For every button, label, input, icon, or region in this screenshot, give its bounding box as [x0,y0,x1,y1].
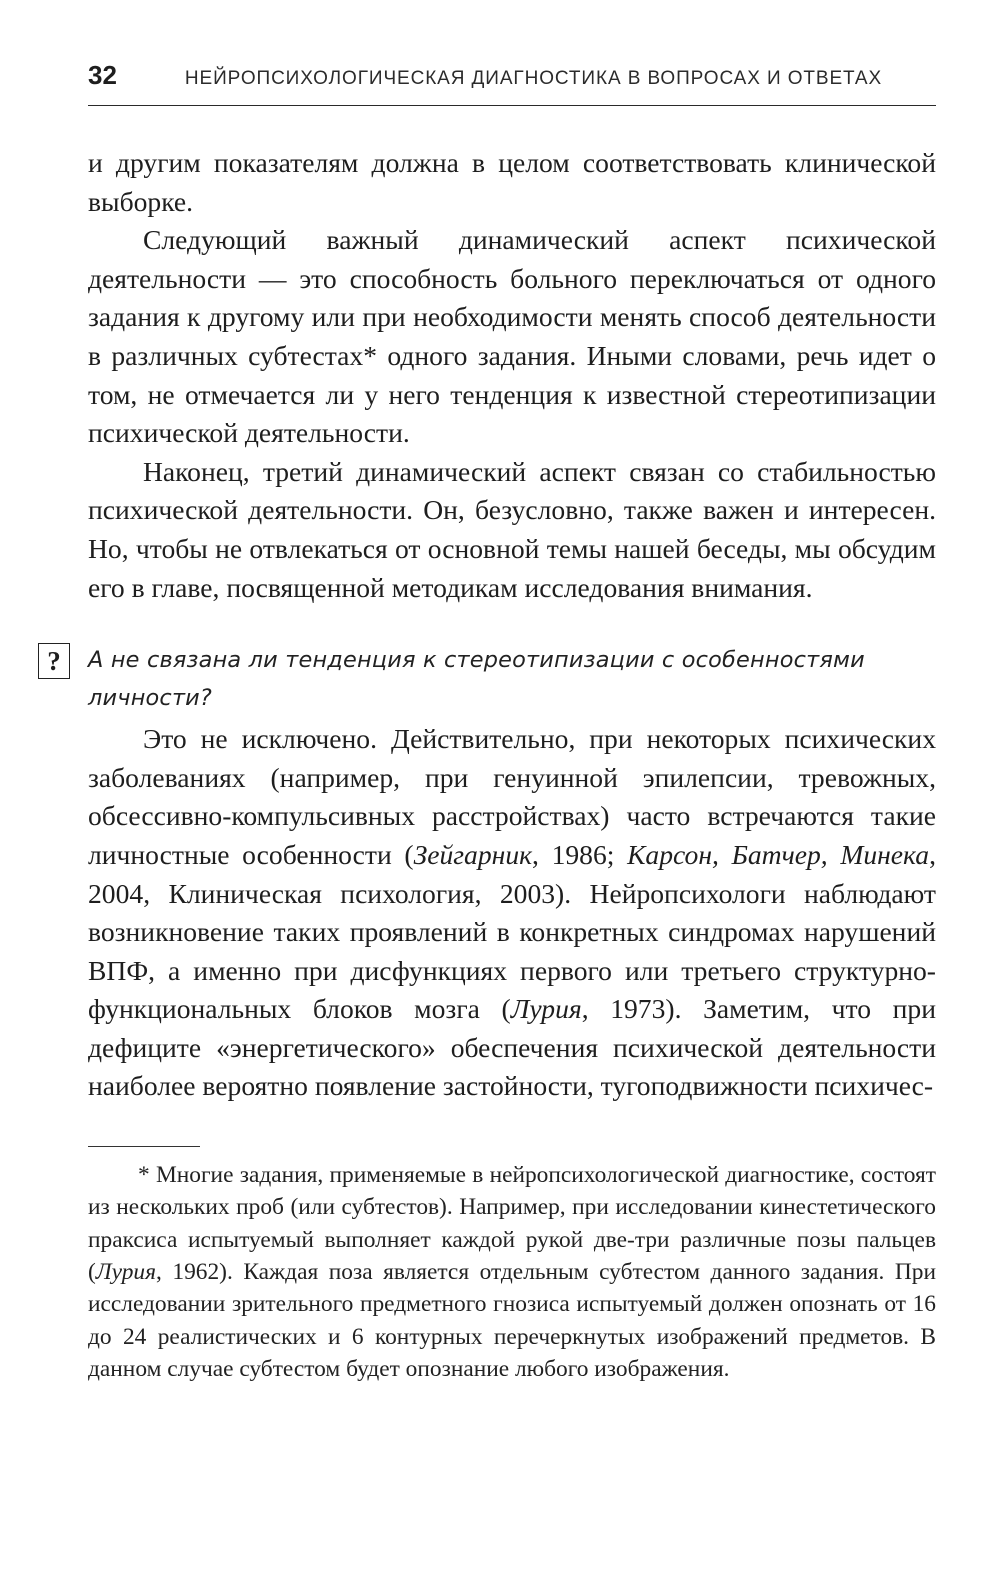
answer-paragraph [88,720,936,1106]
citation-year: , 1986; [532,838,628,870]
footnote-citation-author: Лурия [95,1258,156,1285]
question-block [47,641,936,717]
book-page [47,60,936,1385]
footnote-divider [88,1146,200,1147]
footnote-text-1: * Многие задания, применяемые в нейропсихологической диагностике, состоят из нескольких проб (или субтестов). Например, при исследовании кинестетического праксиса испытуемый выполняет каждой рукой две-три различные позы пальцев ( [88,1162,936,1285]
paragraph-continuation: и другим показателям должна в целом соответствовать клинической выборке. [88,147,936,217]
citation-author: Лурия [510,993,582,1025]
citation-author: Зейгарник [413,838,533,870]
question-mark-icon: ? [38,643,70,679]
page-number: 32 [88,60,117,90]
running-header-title: НЕЙРОПСИХОЛОГИЧЕСКАЯ ДИАГНОСТИКА В ВОПРОСАХ И ОТВЕТАХ [184,68,883,89]
paragraph-stability: Наконец, третий динамический аспект связан со стабильностью психической деятельности. Он, безусловно, также важен и интересен. Но, чтобы не отвлекаться от основной темы нашей беседы, мы обсудим его в главе, посвященной методикам исследования внимания. [88,455,936,603]
citation-authors: Карсон, Батчер, Минека [627,838,930,870]
answer-text-2: , 2004, Клиническая психология, 2003). Нейропсихологи наблюдают возникновение таких проявлений в конкретных синдромах нарушений ВПФ, а именно при дисфункциях первого или третьего структурно-функциональных блоков мозга ( [88,838,936,1025]
answer-text-1: Это не исключено. Действительно, при некоторых психических заболеваниях (например, при генуинной эпилепсии, тревожных, обсессивно-компульсивных расстройствах) часто встречаются такие личностные особенности ( [88,723,936,870]
answer-text-3: , 1973). Заметим, что при дефиците «энергетического» обеспечения психической деятельности наиболее вероятно появление застойности, тугоподвижности психичес- [88,993,936,1102]
question-text: А не связана ли тенденция к стереотипизации с особенностями личности? [88,647,865,712]
paragraph-switching: Следующий важный динамический аспект психической деятельности — это способность больного переключаться от одного задания к другому или при необходимости менять способ деятельности в различных субтестах* одного задания. Иными словами, речь идет о том, не отмечается ли у него тенденция к известной стереотипизации психической деятельности. [88,224,936,449]
body-text [47,144,936,1106]
footnote [88,1159,936,1385]
running-header [88,60,936,106]
footnote-text-2: , 1962). Каждая поза является отдельным субтестом данного задания. При исследовании зрительного предметного гнозиса испытуемый должен опознать от 16 до 24 реалистических и 6 контурных перечеркнутых изображений предметов. В данном случае субтестом будет опознание любого изображения. [88,1258,936,1382]
